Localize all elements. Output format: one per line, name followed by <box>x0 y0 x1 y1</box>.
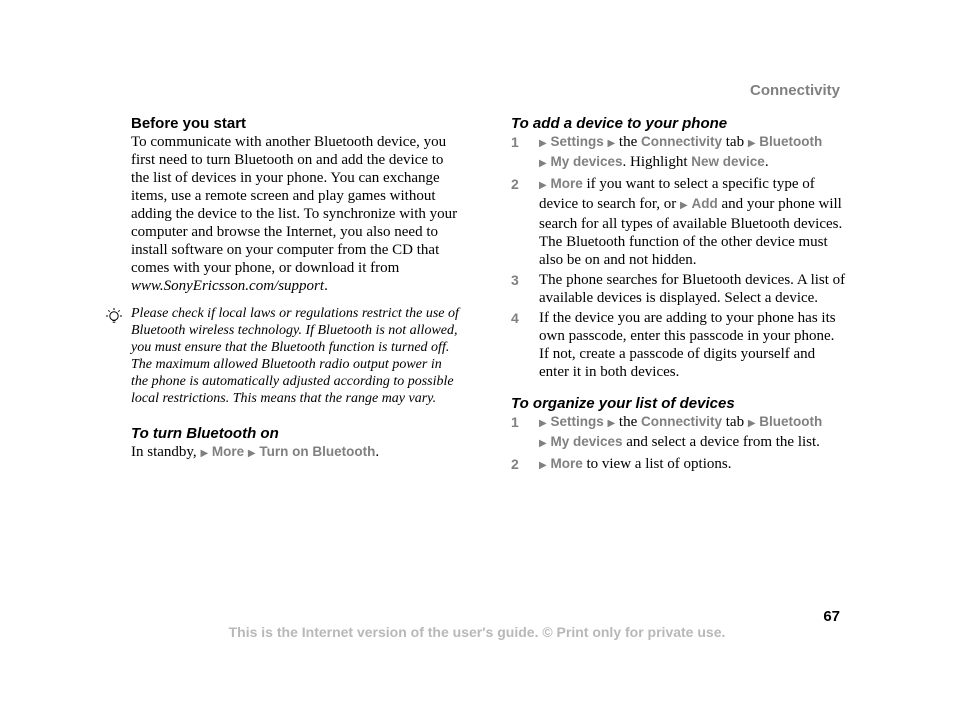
support-url: www.SonyEricsson.com/support <box>131 278 325 294</box>
list-item: 3 The phone searches for Bluetooth devices. A list of available devices is displayed. Select a device. <box>511 272 846 306</box>
left-column <box>131 115 461 463</box>
turn-on-heading: To turn Bluetooth on <box>131 425 279 442</box>
menu-turn-on-bluetooth: Turn on Bluetooth <box>259 444 376 459</box>
arrow-icon: ▶ <box>539 460 547 471</box>
lightbulb-icon <box>104 307 124 327</box>
add-device-steps <box>511 133 846 381</box>
list-item: 2 ▶ More to view a list of options. <box>511 456 732 472</box>
arrow-icon: ▶ <box>680 200 688 211</box>
menu-more: More <box>211 444 245 459</box>
note-text: Please check if local laws or regulations restrict the use of Bluetooth wireless technology. If Bluetooth is not allowed, you must ensure that the Bluetooth function is turned off. The maximum allowed Bluetooth radio output power in the phone is automatically adjusted according to possible local restrictions. This means that the range may vary. <box>131 306 459 406</box>
list-item: 1 ▶ Settings ▶ the Connectivity tab ▶ Bluetooth ▶ My devices. Highlight New device. <box>511 134 823 170</box>
note-box <box>131 305 461 407</box>
arrow-icon: ▶ <box>200 448 209 459</box>
arrow-icon: ▶ <box>539 438 547 449</box>
list-item: 1 ▶ Settings ▶ the Connectivity tab ▶ Bluetooth ▶ My devices and select a device from the list. <box>511 414 823 450</box>
turn-on-text: In standby, ▶ More ▶ Turn on Bluetooth. <box>131 444 380 460</box>
right-column <box>511 115 846 477</box>
arrow-icon: ▶ <box>607 138 616 149</box>
before-start-text: To communicate with another Bluetooth device, you first need to turn Bluetooth on and add the device to the list of devices in your phone. You can exchange items, use a remote screen and play games without adding the device to the list. To synchronize with your computer and browse the Internet, you also need to install software on your computer from the CD that comes with your phone, or download it from www.SonyEricsson.com/support. <box>131 134 458 294</box>
arrow-icon: ▶ <box>539 138 547 149</box>
add-device-heading: To add a device to your phone <box>511 115 728 132</box>
organize-steps <box>511 413 846 475</box>
page-number: 67 <box>823 608 840 625</box>
arrow-icon: ▶ <box>607 418 616 429</box>
arrow-icon: ▶ <box>747 418 756 429</box>
footer-notice: This is the Internet version of the user's guide. © Print only for private use. <box>228 624 726 640</box>
arrow-icon: ▶ <box>539 158 547 169</box>
before-start-heading: Before you start <box>131 115 247 132</box>
arrow-icon: ▶ <box>747 138 756 149</box>
list-item: 2 ▶ More if you want to select a specific type of device to search for, or ▶ Add and your phone will search for all types of available Bluetooth devices. The Bluetooth function of the other device must also be on and not hidden. <box>511 176 843 268</box>
arrow-icon: ▶ <box>539 418 547 429</box>
arrow-icon: ▶ <box>539 180 547 191</box>
organize-heading: To organize your list of devices <box>511 395 735 412</box>
list-item: 4 If the device you are adding to your phone has its own passcode, enter this passcode in your phone. If not, create a passcode of digits yourself and enter it in both devices. <box>511 310 836 380</box>
section-title: Connectivity <box>749 82 840 99</box>
arrow-icon: ▶ <box>247 448 256 459</box>
